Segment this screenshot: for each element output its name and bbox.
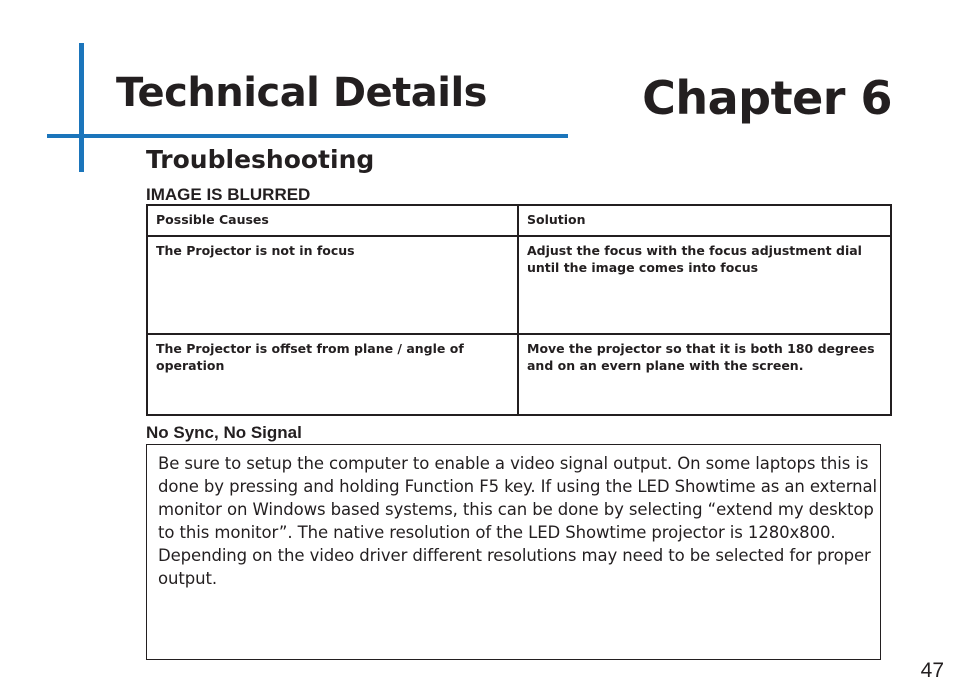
chapter-heading: Chapter 6	[642, 71, 892, 125]
troubleshooting-table	[146, 204, 892, 416]
section-title: Troubleshooting	[146, 145, 375, 174]
table-header-row	[147, 205, 891, 236]
table-row	[147, 334, 891, 415]
accent-bar-vertical	[79, 43, 84, 172]
accent-bar-horizontal	[47, 134, 568, 138]
no-sync-text: Be sure to setup the computer to enable a video signal output. On some laptops this is done by pressing and holding Function F5 key. If using the LED Showtime as an external monitor on Windows based systems, this can be done by selecting “extend my desktop to this monitor”. The native resolution of the LED Showtime projector is 1280x800. Depending on the video driver different resolutions may need to be selected for proper output.	[158, 454, 877, 588]
cause-cell: The Projector is not in focus	[147, 236, 518, 334]
no-sync-label: No Sync, No Signal	[146, 423, 302, 442]
section-heading: Technical Details	[116, 70, 487, 116]
image-blurred-label: IMAGE IS BLURRED	[146, 185, 311, 204]
page-number: 47	[920, 659, 944, 682]
table-row	[147, 236, 891, 334]
cause-cell: The Projector is offset from plane / angle of operation	[147, 334, 518, 415]
column-header-solution: Solution	[518, 205, 891, 236]
column-header-causes: Possible Causes	[147, 205, 518, 236]
solution-cell: Adjust the focus with the focus adjustment dial until the image comes into focus	[518, 236, 891, 334]
solution-cell: Move the projector so that it is both 180 degrees and on an evern plane with the screen.	[518, 334, 891, 415]
no-sync-box	[146, 444, 881, 660]
